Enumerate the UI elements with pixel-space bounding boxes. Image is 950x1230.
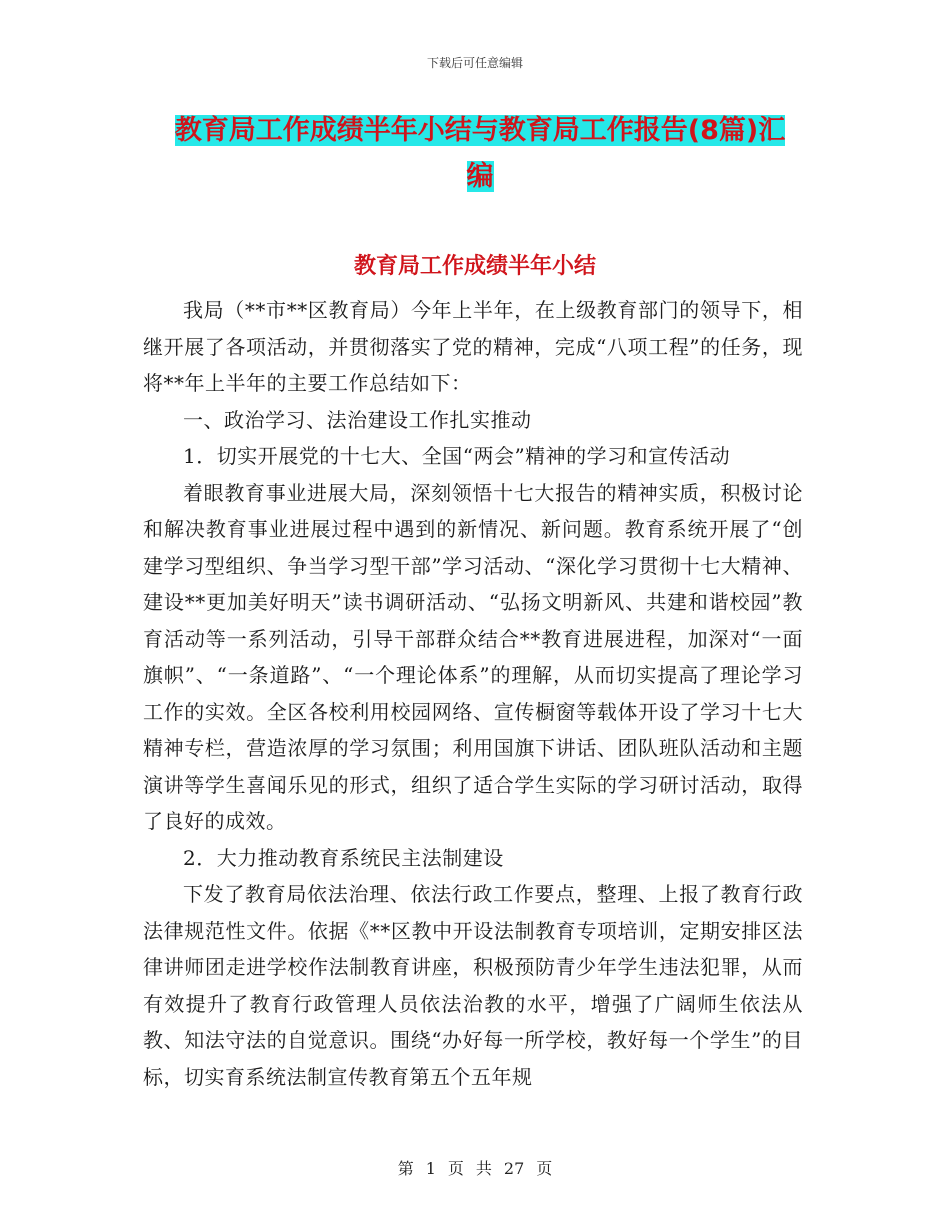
page-footer	[0, 1156, 950, 1179]
footer-prefix: 第	[397, 1159, 414, 1178]
section-title: 教育局工作成绩半年小结	[353, 254, 596, 279]
paragraph-study-campaign: 着眼教育事业进展大局，深刻领悟十七大报告的精神实质，积极讨论和解决教育事业进展过程中遇到的新情况、新问题。教育系统开展了“创建学习型组织、争当学习型干部”学习活动、“深化学习贯彻十七大精神、建设**更加美好明天”读书调研活动、“弘扬文明新风、共建和谐校园”教育活动等一系列活动，引导干部群众结合**教育进展进程，加深对“一面旗帜”、“一条道路”、“一个理论体系”的理解，从而切实提高了理论学习工作的实效。全区各校利用校园网络、宣传橱窗等载体开设了学习十七大精神专栏，营造浓厚的学习氛围；利用国旗下讲话、团队班队活动和主题演讲等学生喜闻乐见的形式，组织了适合学生实际的学习研讨活动，取得了良好的成效。	[143, 480, 803, 833]
footer-total-prefix: 共	[475, 1159, 492, 1178]
page-number: 1	[425, 1159, 436, 1178]
footer-total-unit: 页	[536, 1159, 553, 1178]
subheading-legal-construction: 2．大力推动教育系统民主法制建设	[183, 845, 504, 870]
heading-politics-law: 一、政治学习、法治建设工作扎实推动	[183, 407, 532, 432]
document-title-line-1: 教育局工作成绩半年小结与教育局工作报告(8篇)汇	[174, 115, 786, 146]
page-total: 27	[503, 1159, 525, 1178]
subheading-study-campaign: 1．切实开展党的十七大、全国“两会”精神的学习和宣传活动	[183, 444, 731, 468]
paragraph-legal-construction: 下发了教育局依法治理、依法行政工作要点，整理、上报了教育行政法律规范性文件。依据《**区教中开设法制教育专项培训，定期安排区法律讲师团走进学校作法制教育讲座，积极预防青少年学生违法犯罪，从而有效提升了教育行政管理人员依法治教的水平，增强了广阔师生依法从教、知法守法的自觉意识。围绕“办好每一所学校，教好每一个学生”的目标，切实育系统法制宣传教育第五个五年规	[143, 882, 803, 1089]
document-title-line-2: 编	[466, 161, 494, 192]
body-text	[143, 292, 803, 1095]
paragraph-intro: 我局（**市**区教育局）今年上半年，在上级教育部门的领导下，相继开展了各项活动，并贯彻落实了党的精神，完成“八项工程”的任务，现将**年上半年的主要工作总结如下：	[143, 298, 803, 395]
document-title	[150, 108, 810, 200]
footer-page-unit: 页	[447, 1159, 464, 1178]
header-note: 下载后可任意编辑	[426, 56, 523, 70]
